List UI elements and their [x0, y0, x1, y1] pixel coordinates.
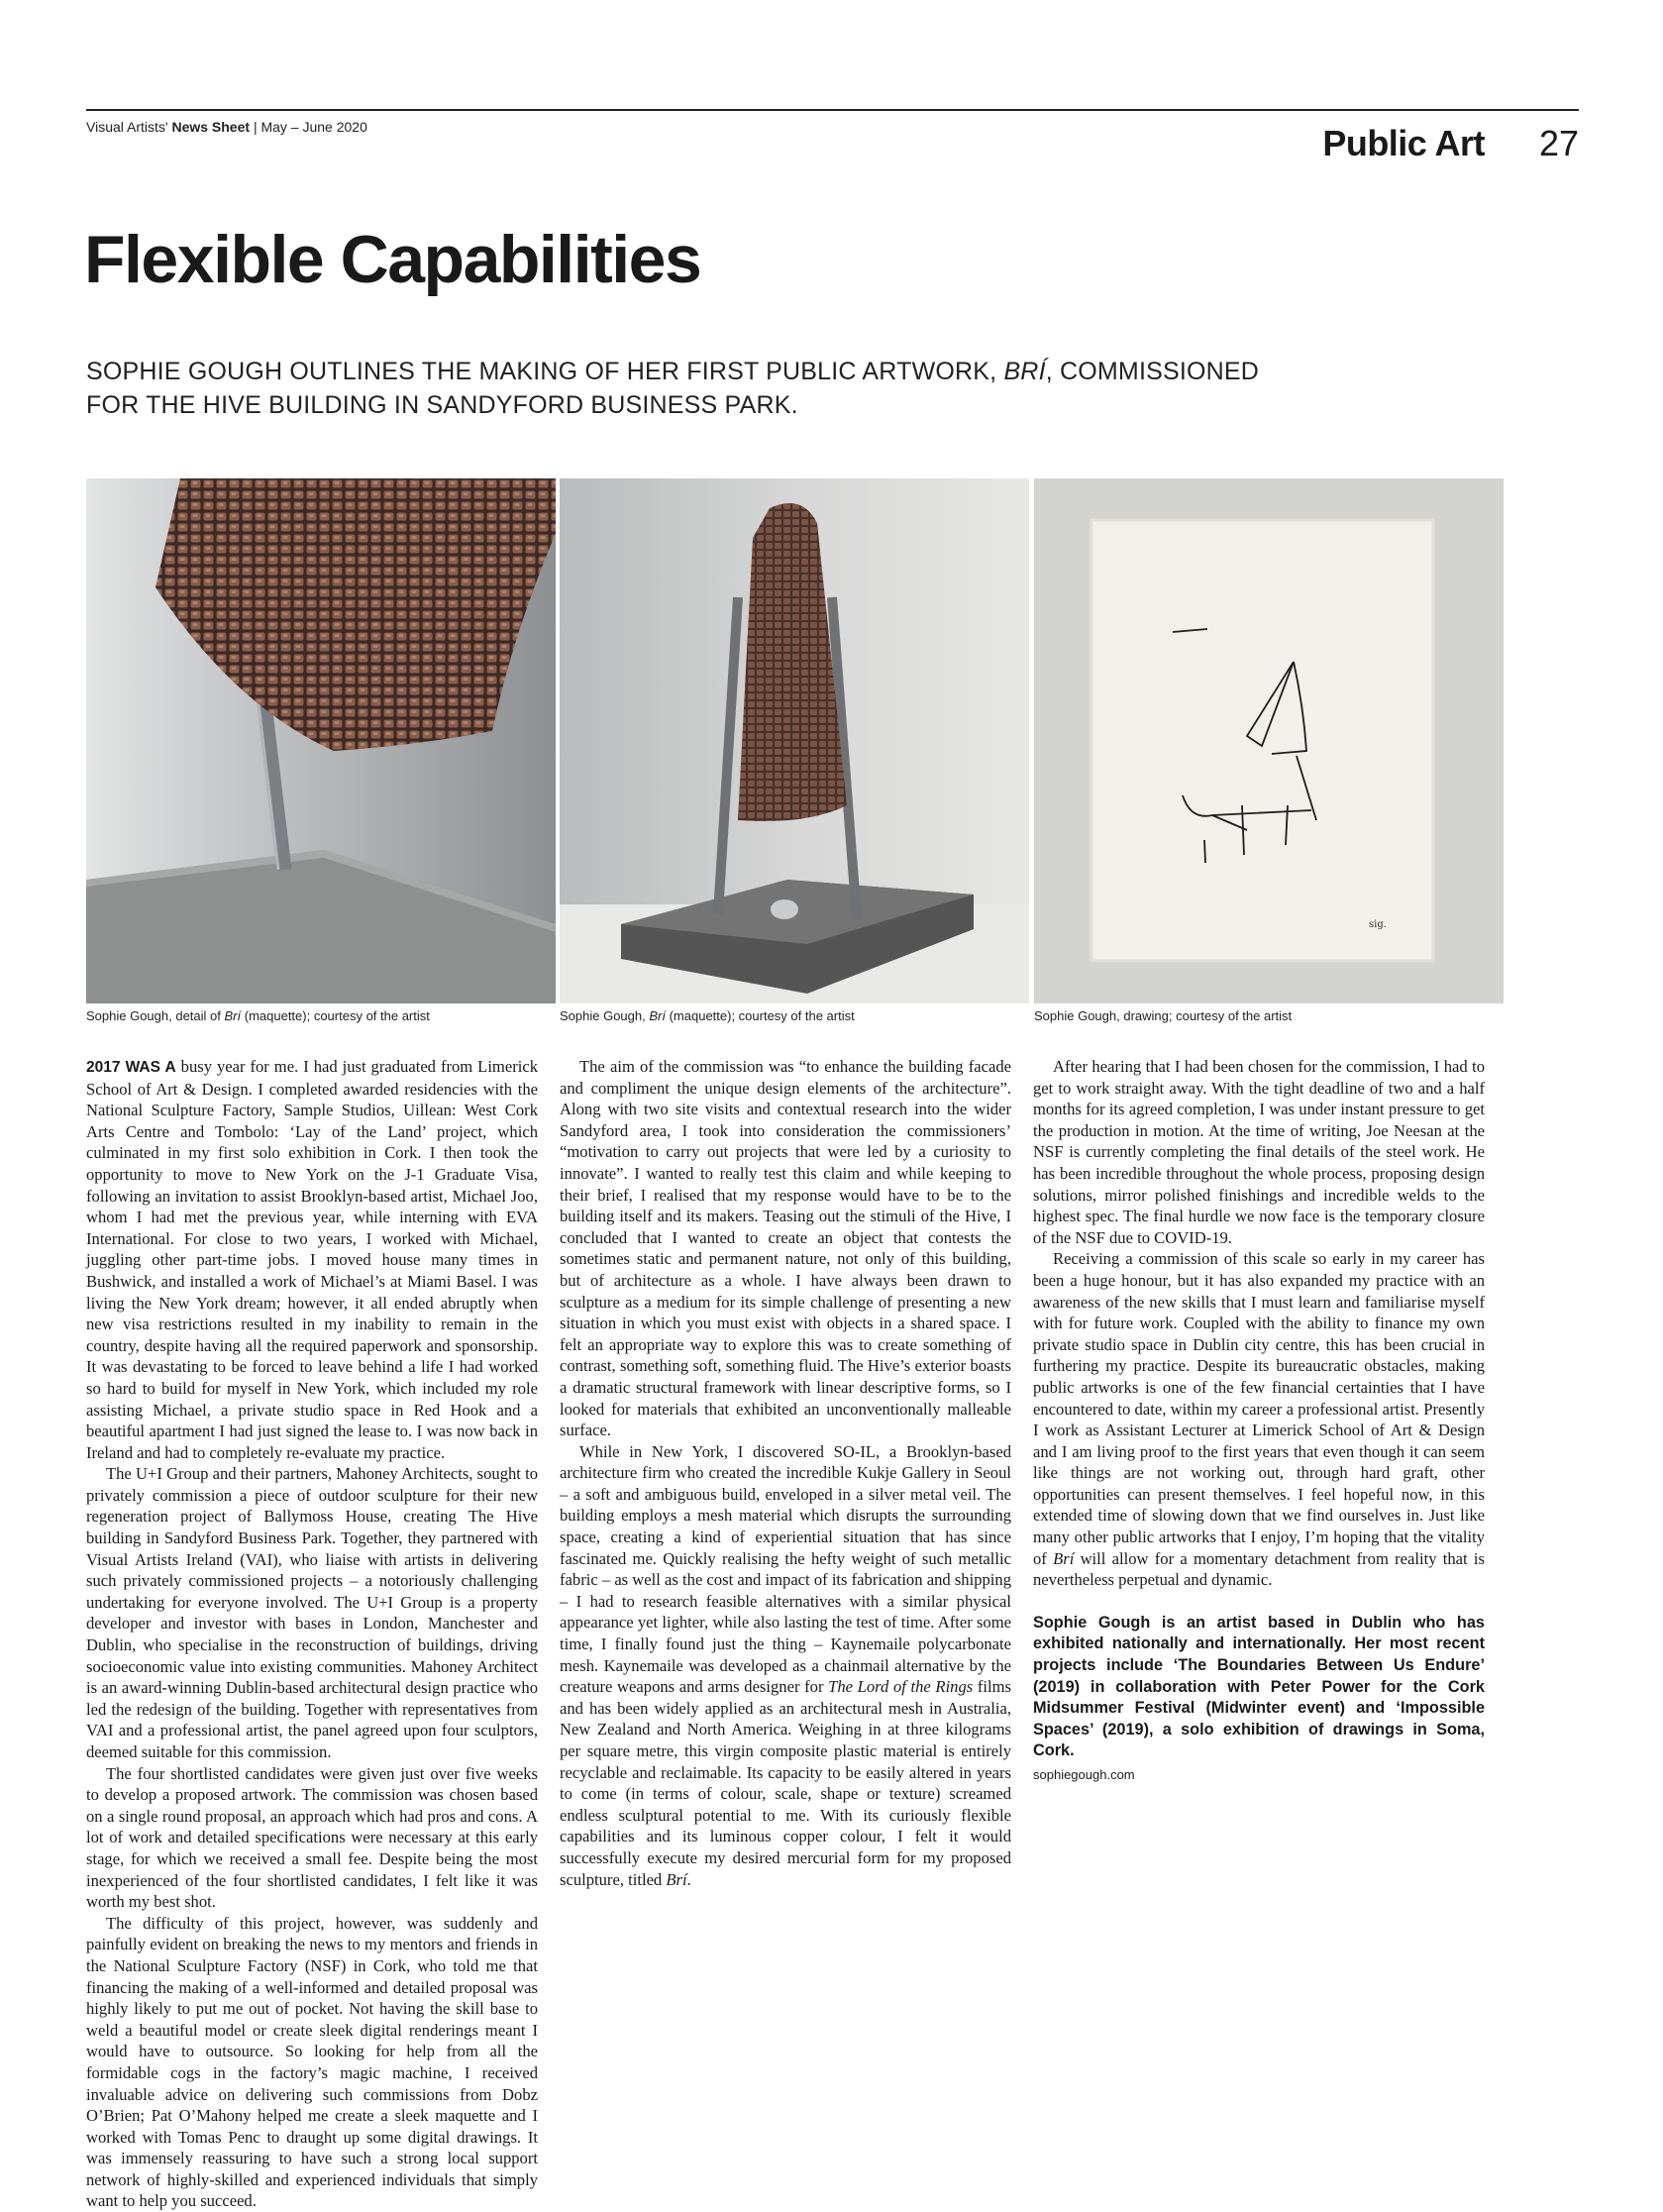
paragraph-1-text: busy year for me. I had just graduated from Limerick School of Art & Design. I completed awarded residencies with the National Sculpture Factory, Sample Studios, Uillean: West Cork Arts Centre and Tombolo: ‘Lay of the Land’ project, which culminated in my first solo exhibition in Cork. I then took the opportunity to move to New York on the J-1 Graduate Visa, following an invitation to assist Brooklyn-based artist, Michael Joo, whom I had met the previous year, while interning with EVA International. For close to two years, I worked with Michael, juggling other part-time jobs. I moved house many times in Bushwick, and installed a work of Michael’s at Miami Basel. I was living the New York dream; however, it all ended abruptly when new visa restrictions resulted in my inability to remain in the country, despite having all the required paperwork and sponsorship. It was devastating to be forced to leave behind a life I had worked so hard to build for myself in New York, which included my role assisting Michael, a private studio space in Red Hook and a beautiful apartment I had just signed the lease to. I was now back in Ireland and had to completely re-evaluate my practice.: [86, 1057, 538, 1462]
body-column-1: [86, 1056, 538, 2212]
caption-2-work: Brí: [649, 1008, 666, 1023]
body-column-2: [560, 1056, 1011, 1890]
caption-photo-3: Sophie Gough, drawing; courtesy of the artist: [1034, 1008, 1293, 1023]
caption-2-text-end: (maquette); courtesy of the artist: [665, 1008, 855, 1023]
running-head: [86, 119, 367, 135]
photo-drawing-image: [1034, 478, 1504, 1003]
caption-1-text-end: (maquette); courtesy of the artist: [241, 1008, 430, 1023]
caption-1-work: Brí: [224, 1008, 242, 1023]
lead-in: 2017 WAS A: [86, 1059, 176, 1076]
paragraph-6-text: While in New York, I discovered SO-IL, a Brooklyn-based architecture firm who created the incredible Kukje Gallery in Seoul – a soft and ambiguous build, enveloped in a silver metal veil. The building employs a mesh material which disrupts the surrounding space, creating a kind of experiential situation that has since fascinated me. Quickly realising the hefty weight of such metallic fabric – as well as the cost and impact of its fabrication and shipping – I had to research feasible alternatives with a similar physical appearance yet lighter, while also lasting the test of time. After some time, I finally found just the thing – Kaynemaile polycarbonate mesh. Kaynemaile was developed as a chainmail alternative by the creature weapons and arms designer for: [560, 1441, 1011, 1697]
author-bio: Sophie Gough is an artist based in Dublin who has exhibited nationally and internationally. Her most recent projects include ‘The Boundaries Between Us Endure’ (2019) in collaboration with Peter Power for the Cork Midsummer Festival (Midwinter event) and ‘Impossible Spaces’ (2019), a solo exhibition of drawings in Soma, Cork.: [1033, 1613, 1485, 1760]
standfirst: [86, 355, 1275, 422]
paragraph-3: The four shortlisted candidates were given just over five weeks to develop a proposed artwork. The commission was chosen based on a single round proposal, an approach which had pros and cons. A lot of work and detailed specifications were necessary at this early stage, for which we received a small fee. Despite being the most inexperienced of the four shortlisted candidates, I felt like it was worth my best shot.: [86, 1763, 538, 1912]
standfirst-text-end: , COMMISSIONED FOR THE HIVE BUILDING IN SANDYFORD BUSINESS PARK.: [86, 358, 1260, 419]
paragraph-8: [1033, 1248, 1485, 1591]
headline: Flexible Capabilities: [84, 222, 701, 297]
paragraph-2: The U+I Group and their partners, Mahoney Architects, sought to privately commission a piece of outdoor sculpture for their new regeneration project of Ballymoss House, creating The Hive building in Sandyford Business Park. Together, they partnered with Visual Artists Ireland (VAI), who liaise with artists in delivering such privately commissioned projects – a notoriously challenging undertaking for everyone involved. The U+I Group is a property developer and investor with bases in London, Manchester and Dublin, who specialise in the reconstruction of buildings, driving socioeconomic value into existing communities. Mahoney Architect is an award-winning Dublin-based architectural design practice who led the redesign of the building. Together with representatives from VAI and a professional artist, the panel agreed upon four sculptors, deemed suitable for this commission.: [86, 1464, 538, 1761]
issue-date: | May – June 2020: [253, 119, 367, 135]
svg-text:sig.: sig.: [1369, 919, 1387, 930]
caption-photo-2: [560, 1008, 855, 1023]
photo-maquette-detail-image: [86, 478, 556, 1003]
photo-maquette: [560, 478, 1029, 1003]
photo-drawing: [1034, 478, 1504, 1003]
caption-photo-1: [86, 1008, 430, 1023]
paragraph-6: [560, 1441, 1011, 1890]
page-number: 27: [1538, 123, 1579, 163]
work-title-2: Brí: [1053, 1548, 1075, 1568]
caption-2-text: Sophie Gough,: [560, 1008, 650, 1023]
photo-maquette-detail: [86, 478, 556, 1003]
paragraph-6-text-cont: films and has been widely applied as an architectural mesh in Australia, New Zealand and North America. Weighing in at three kilograms per square metre, this virgin composite plastic material is entirely recyclable and reclaimable. Its capacity to be easily altered in years to come (in terms of colour, scale, shape or texture) screamed endless sculptural potential to me. With its curiously flexible capabilities and its luminous copper colour, I felt it would successfully execute my desired mercurial form for my proposed sculpture, titled: [560, 1677, 1011, 1889]
paragraph-1: [86, 1056, 538, 1463]
photo-maquette-image: [560, 478, 1029, 1003]
paragraph-6-end: .: [686, 1869, 691, 1889]
paragraph-5: The aim of the commission was “to enhance the building facade and compliment the unique design elements of the architecture”. Along with two site visits and contextual research into the wider Sandyford area, I took into consideration the commissioners’ “motivation to carry out projects that were led by a curiosity to innovate”. I wanted to really test this claim and while keeping to their brief, I realised that my response would have to be to the building itself and its makers. Teasing out the stimuli of the Hive, I concluded that I wanted to create an object that contests the sometimes static and permanent nature, not only of this building, but of architecture as a whole. I have always been drawn to sculpture as a medium for its simple challenge of presenting a new situation in which you must exist with objects in a shared space. I felt an appropriate way to explore this was to create something of contrast, something soft, something fluid. The Hive’s exterior boasts a dramatic structural framework with linear descriptive forms, so I looked for materials that exhibited an unconventionally malleable surface.: [560, 1057, 1011, 1440]
section-label: Public Art: [1322, 123, 1485, 163]
paragraph-8-text: Receiving a commission of this scale so early in my career has been a huge honour, but it has also expanded my practice with an awareness of the new skills that I must learn and familiarise myself with for future work. Coupled with the ability to finance my own private studio space in Dublin city centre, this has been crucial in furthering my practice. Despite its bureaucratic obstacles, making public artworks is one of the few financial certainties that I have encountered to date, within my career a professional artist. Presently I work as Assistant Lecturer at Limerick School of Art & Design and I am living proof to the first years that even though it can seem like things are not working out, through hard graft, other opportunities can present themselves. I feel hopeful now, in this extended time of slowing down that we find ourselves in. Just like many other public artworks that I enjoy, I’m hoping that the vitality of: [1033, 1249, 1485, 1568]
standfirst-text: SOPHIE GOUGH OUTLINES THE MAKING OF HER FIRST PUBLIC ARTWORK,: [86, 358, 1004, 385]
caption-1-text: Sophie Gough, detail of: [86, 1008, 225, 1023]
film-title: The Lord of the Rings: [828, 1677, 974, 1697]
top-rule: [86, 109, 1579, 111]
publication-prefix: Visual Artists': [86, 119, 168, 135]
standfirst-work-title: BRÍ: [1003, 358, 1046, 385]
paragraph-7: After hearing that I had been chosen for the commission, I had to get to work straight away. With the tight deadline of two and a half months for its agreed completion, I was under instant pressure to get the production in motion. At the time of writing, Joe Neesan at the NSF is currently completing the final details of the steel work. He has been incredible throughout the whole process, proposing design solutions, mirror polished finishings and incredible welds to the highest spec. The final hurdle we now face is the temporary closure of the NSF due to COVID-19.: [1033, 1057, 1485, 1247]
publication-name: News Sheet: [171, 119, 251, 135]
author-website[interactable]: sophiegough.com: [1033, 1767, 1135, 1782]
paragraph-4: The difficulty of this project, however, was suddenly and painfully evident on breaking the news to my mentors and friends in the National Sculpture Factory (NSF) in Cork, who told me that financing the making of a well-informed and detailed proposal was highly likely to put me out of pocket. Not having the skill base to weld a beautiful model or create sleek digital renderings meant I would have to outsource. So looking for help from all the formidable cogs in the factory’s magic machine, I received invaluable advice on delivering such commissions from Dobz O’Brien; Pat O’Mahony helped me create a sleek maquette and I worked with Tomas Penc to draught up some digital drawings. It was immensely reassuring to have such a strong local support network of highly-skilled and experienced individuals that simply want to help you succeed.: [86, 1913, 538, 2211]
body-column-3: [1033, 1056, 1485, 1786]
paragraph-8-text-end: will allow for a momentary detachment from reality that is nevertheless perpetual and dynamic.: [1033, 1548, 1485, 1590]
work-title: Brí: [666, 1869, 687, 1889]
